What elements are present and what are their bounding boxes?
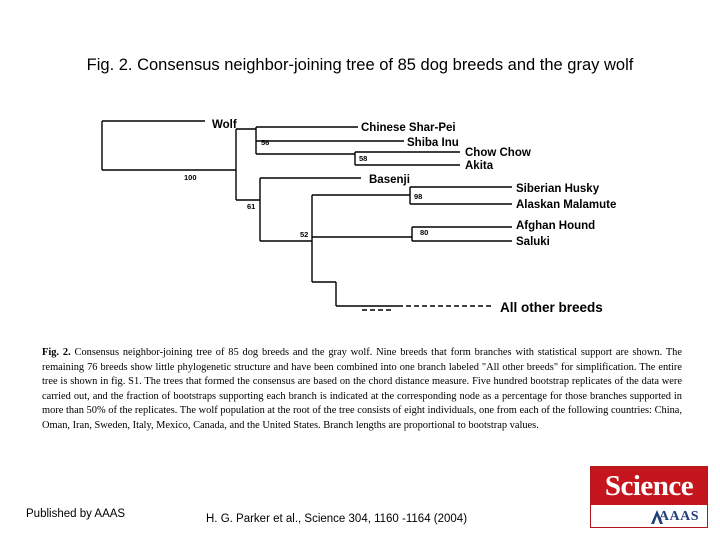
bootstrap-node-52: 52: [300, 230, 309, 239]
leaf-all-other-breeds: All other breeds: [500, 300, 603, 315]
caption-text: Consensus neighbor-joining tree of 85 dog breeds and the gray wolf. Nine breeds that form branches with statistical support are shown. The remaining 76 breeds show little phylogenetic structure and have been combined into one branch labeled "All other breeds" for simplification. The entire tree is shown in fig. S1. The trees that formed the consensus are based on the chord distance measure. Five hundred bootstrap replicates of the data were carried out, and the fraction of bootstraps supporting each branch is indicated at the corresponding node as a percentage for those branches supported in more than 50% of the replicates. The wolf population at the root of the tree consists of eight individuals, one from each of the following countries: China, Oman, Iran, Sweden, Italy, Mexico, Canada, and the United States. Branch lengths are proportional to bootstrap values.: [42, 347, 682, 431]
science-logo-word: Science: [591, 467, 707, 505]
leaf-siberian-husky: Siberian Husky: [516, 183, 600, 195]
caption-label: Fig. 2.: [42, 347, 71, 358]
published-by: Published by AAAS: [26, 508, 126, 520]
bootstrap-node-61: 61: [247, 202, 256, 211]
leaf-saluki: Saluki: [516, 236, 550, 248]
bootstrap-root: 100: [184, 173, 197, 182]
leaf-basenji: Basenji: [369, 174, 410, 186]
bootstrap-shar-pei-group: 56: [261, 138, 270, 147]
bootstrap-afghan-saluki: 80: [420, 228, 429, 237]
leaf-akita: Akita: [465, 160, 494, 172]
bootstrap-husky-malamute: 98: [414, 192, 423, 201]
leaf-afghan-hound: Afghan Hound: [516, 220, 596, 232]
science-aaas-logo: [590, 466, 708, 528]
leaf-wolf: Wolf: [212, 119, 237, 131]
leaf-chinese-shar-pei: Chinese Shar-Pei: [361, 122, 456, 134]
slide-title: Fig. 2. Consensus neighbor-joining tree of 85 dog breeds and the gray wolf: [86, 56, 634, 74]
figure-caption: [42, 346, 682, 433]
leaf-chow-chow: Chow Chow: [465, 147, 531, 159]
aaas-logo-word: AAAS: [658, 509, 699, 524]
leaf-alaskan-malamute: Alaskan Malamute: [516, 199, 617, 211]
citation: H. G. Parker et al., Science 304, 1160 -1164 (2004): [206, 513, 468, 525]
bootstrap-chow-akita: 58: [359, 154, 368, 163]
leaf-shiba-inu: Shiba Inu: [407, 137, 459, 149]
